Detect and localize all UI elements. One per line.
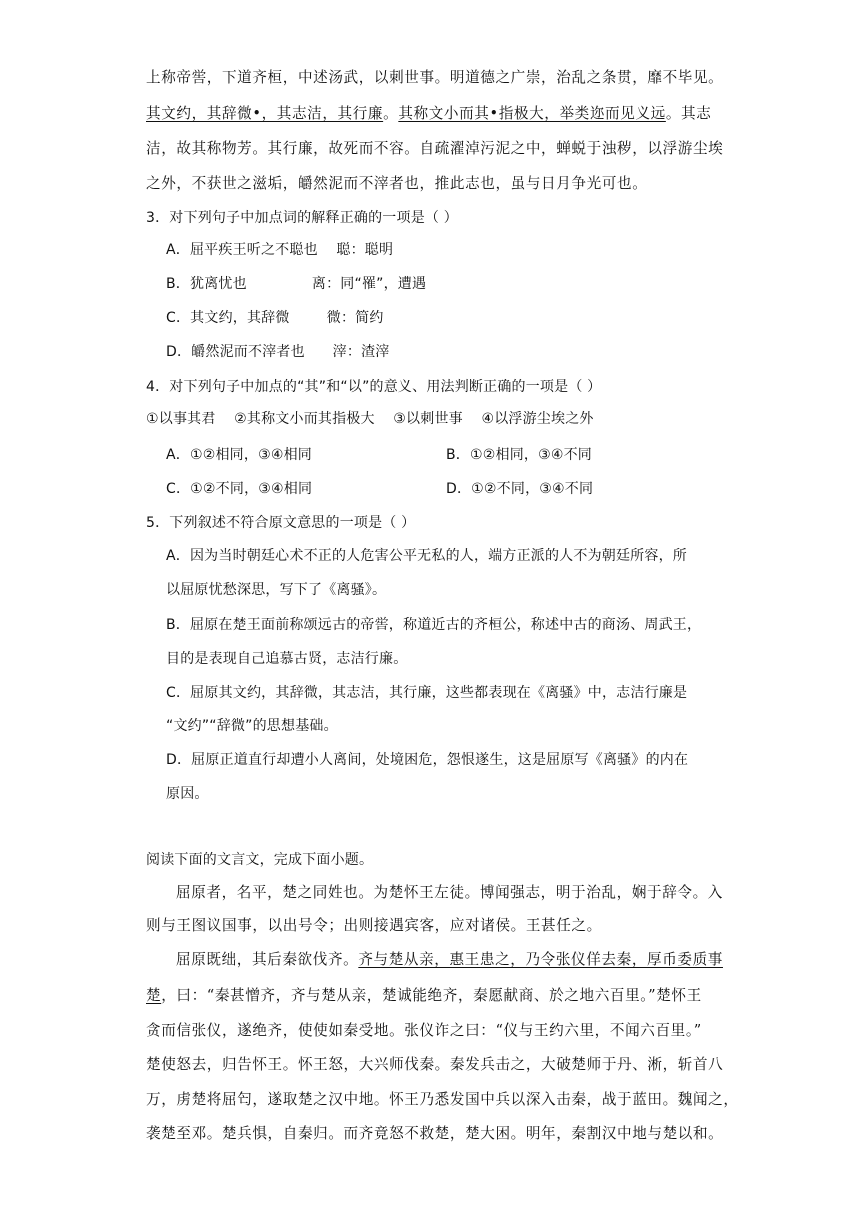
q4-option-a: A．①②相同，③④相同 bbox=[166, 447, 312, 463]
question-3-stem: 3．对下列句子中加点词的解释正确的一项是（ ） bbox=[146, 210, 458, 226]
q5-option-a-line1: A．因为当时朝廷心术不正的人危害公平无私的人，端方正派的人不为朝廷所容，所 bbox=[166, 548, 687, 564]
question-5-stem: 5．下列叙述不符合原文意思的一项是（ ） bbox=[146, 515, 416, 531]
passage-text: ，曰：“秦甚憎齐，齐与楚从亲，楚诚能绝齐，秦愿献商、於之地六百里。”楚怀王 bbox=[161, 987, 702, 1004]
q5-option-b-line1: B．屈原在楚王面前称颂远古的帝喾，称道近古的齐桓公，称述中古的商汤、周武王， bbox=[166, 617, 702, 633]
underlined-sentence: 楚 bbox=[146, 987, 162, 1004]
passage-line bbox=[146, 986, 702, 1006]
q4-option-c: C．①②不同，③④相同 bbox=[166, 481, 313, 497]
passage-line: 贪而信张仪，遂绝齐，使使如秦受地。张仪诈之曰：“仪与王约六里，不闻六百里。” bbox=[146, 1022, 702, 1039]
passage-line: 屈原者，名平，楚之同姓也。为楚怀王左徒。博闻强志，明于治乱，娴于辞令。入 bbox=[176, 884, 723, 901]
passage-line: 楚使怒去，归告怀王。怀王怒，大兴师伐秦。秦发兵击之，大破楚师于丹、淅，斩首八 bbox=[146, 1056, 724, 1073]
q5-option-c-line1: C．屈原其文约，其辞微，其志洁，其行廉，这些都表现在《离骚》中，志洁行廉是 bbox=[166, 685, 688, 701]
section-instruction: 阅读下面的文言文，完成下面小题。 bbox=[146, 852, 374, 868]
q5-option-d-line1: D．屈原正道直行却遭小人离间，处境困危，怨恨遂生，这是屈原写《离骚》的内在 bbox=[166, 752, 689, 768]
q4-items: ①以事其君 ②其称文小而其指极大 ③以刺世事 ④以浮游尘埃之外 bbox=[146, 411, 594, 427]
q3-option-a: A．屈平疾王听之不聪也 聪：聪明 bbox=[166, 242, 394, 258]
passage-line bbox=[146, 104, 711, 124]
underlined-sentence: 其文约，其辞微•，其志洁，其行廉 bbox=[146, 105, 384, 122]
underlined-sentence: 齐与楚从亲，惠王患之，乃令张仪佯去秦，厚币委质事 bbox=[358, 951, 723, 968]
passage-line: 洁，故其称物芳。其行廉，故死而不容。自疏濯淖污泥之中，蝉蜕于浊秽，以浮游尘埃 bbox=[146, 140, 724, 157]
question-4-stem: 4．对下列句子中加点的“其”和“以”的意义、用法判断正确的一项是（ ） bbox=[146, 379, 602, 395]
q5-option-c-line2: “文约”“辞微”的思想基础。 bbox=[166, 718, 338, 734]
passage-line: 之外，不获世之滋垢，皭然泥而不滓者也，推此志也，虽与日月争光可也。 bbox=[146, 175, 648, 192]
passage-text: 屈原既绌，其后秦欲伐齐。 bbox=[176, 951, 359, 968]
passage-line: 万，虏楚将屈匄，遂取楚之汉中地。怀王乃悉发国中兵以深入击秦，战于蓝田。魏闻之， bbox=[146, 1091, 739, 1108]
underlined-sentence: 其称文小而其•指极大，举类迩而见义远 bbox=[398, 105, 666, 122]
passage-text: 。其志 bbox=[665, 105, 712, 122]
q3-option-c: C．其文约，其辞微 微：简约 bbox=[166, 310, 384, 326]
q3-option-d: D．皭然泥而不滓者也 滓：渣滓 bbox=[166, 344, 390, 360]
q4-option-d: D．①②不同，③④不同 bbox=[446, 481, 594, 497]
passage-line: 则与王图议国事，以出号令；出则接遇宾客，应对诸侯。王甚任之。 bbox=[146, 917, 602, 934]
passage-line: 袭楚至邓。楚兵惧，自秦归。而齐竟怒不救楚，楚大困。明年，秦割汉中地与楚以和。 bbox=[146, 1125, 724, 1142]
q5-option-d-line2: 原因。 bbox=[166, 786, 209, 802]
passage-line bbox=[176, 950, 723, 970]
punctuation: 。 bbox=[383, 105, 399, 122]
q4-option-b: B．①②相同，③④不同 bbox=[446, 447, 593, 463]
q5-option-a-line2: 以屈原忧愁深思，写下了《离骚》。 bbox=[166, 582, 387, 598]
q5-option-b-line2: 目的是表现自己追慕古贤，志洁行廉。 bbox=[166, 651, 408, 667]
q3-option-b: B．犹离忧也 离：同“罹”，遭遇 bbox=[166, 276, 427, 292]
passage-line: 上称帝喾，下道齐桓，中述汤武，以刺世事。明道德之广崇，治乱之条贯，靡不毕见。 bbox=[146, 69, 724, 86]
